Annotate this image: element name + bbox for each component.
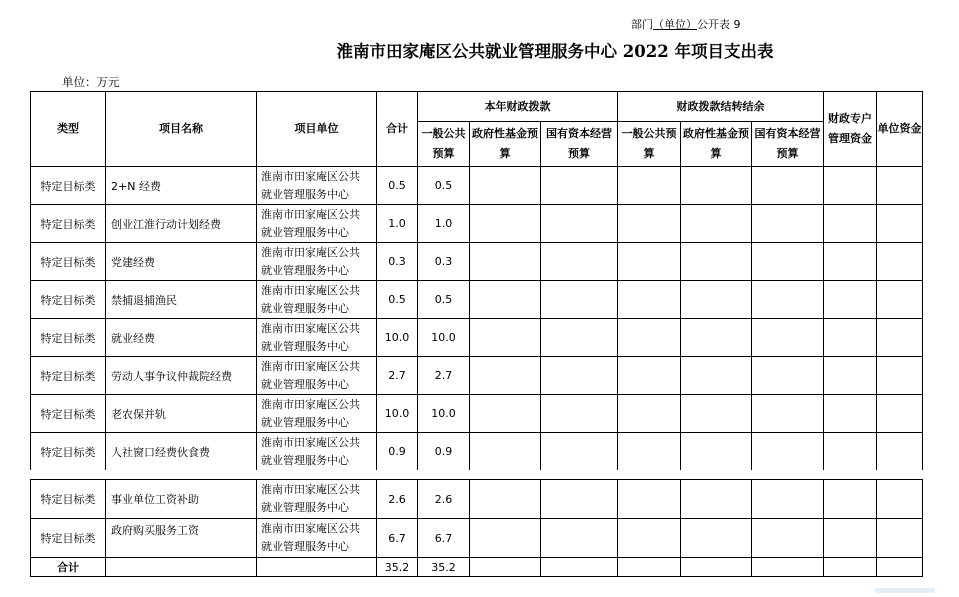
cell-name: 劳动人事争议仲裁院经费 — [106, 357, 257, 395]
cell-org: 淮南市田家庵区公共 就业管理服务中心 — [257, 281, 377, 319]
cell-type: 特定目标类 — [31, 433, 106, 471]
header-carry-general-budget: 一般公共预算 — [618, 122, 681, 167]
form-number: 部门（单位）公开表 9 — [631, 18, 741, 31]
totals-label: 合计 — [31, 558, 106, 577]
cell-type: 特定目标类 — [31, 281, 106, 319]
header-state-capital-budget: 国有资本经营预算 — [541, 122, 618, 167]
table-row — [31, 357, 923, 395]
table-row — [31, 205, 923, 243]
table-row — [31, 519, 923, 558]
cell-org: 淮南市田家庵区公共 就业管理服务中心 — [257, 167, 377, 205]
header-name: 项目名称 — [106, 92, 257, 167]
totals-total: 35.2 — [377, 558, 418, 577]
page-break-gap — [30, 470, 923, 479]
header-carry-state-capital-budget: 国有资本经营预算 — [752, 122, 824, 167]
table-row — [31, 167, 923, 205]
cell-general: 2.6 — [418, 480, 470, 519]
cell-general: 0.5 — [418, 281, 470, 319]
cell-general: 0.3 — [418, 243, 470, 281]
cell-total: 10.0 — [377, 395, 418, 433]
cell-total: 0.3 — [377, 243, 418, 281]
header-general-budget: 一般公共预算 — [418, 122, 470, 167]
cell-org: 淮南市田家庵区公共 就业管理服务中心 — [257, 357, 377, 395]
cell-type: 特定目标类 — [31, 480, 106, 519]
header-carryover: 财政拨款结转结余 — [618, 92, 824, 122]
cell-general: 2.7 — [418, 357, 470, 395]
header-current-year: 本年财政拨款 — [418, 92, 618, 122]
cell-type: 特定目标类 — [31, 357, 106, 395]
cell-name: 人社窗口经费伙食费 — [106, 433, 257, 471]
table-row — [31, 433, 923, 471]
header-special-account: 财政专户管理资金 — [824, 92, 877, 167]
table-row — [31, 281, 923, 319]
cell-name: 就业经费 — [106, 319, 257, 357]
cell-org: 淮南市田家庵区公共 就业管理服务中心 — [257, 319, 377, 357]
cell-total: 0.5 — [377, 281, 418, 319]
cell-general: 0.5 — [418, 167, 470, 205]
cell-name: 党建经费 — [106, 243, 257, 281]
cell-type: 特定目标类 — [31, 519, 106, 558]
cell-general: 0.9 — [418, 433, 470, 471]
cell-type: 特定目标类 — [31, 319, 106, 357]
cell-type: 特定目标类 — [31, 205, 106, 243]
watermark — [875, 588, 935, 593]
header-carry-gov-fund-budget: 政府性基金预算 — [681, 122, 752, 167]
totals-general: 35.2 — [418, 558, 470, 577]
unit-label: 单位：万元 — [62, 75, 120, 89]
cell-org: 淮南市田家庵区公共 就业管理服务中心 — [257, 480, 377, 519]
cell-general: 1.0 — [418, 205, 470, 243]
cell-name: 事业单位工资补助 — [106, 480, 257, 519]
cell-total: 2.7 — [377, 357, 418, 395]
expenditure-table-part1 — [30, 91, 923, 471]
header-total: 合计 — [377, 92, 418, 167]
cell-org: 淮南市田家庵区公共 就业管理服务中心 — [257, 395, 377, 433]
cell-total: 6.7 — [377, 519, 418, 558]
report-title: 淮南市田家庵区公共就业管理服务中心 2022 年项目支出表 — [336, 42, 774, 61]
cell-org: 淮南市田家庵区公共 就业管理服务中心 — [257, 519, 377, 558]
totals-row — [31, 558, 923, 577]
cell-general: 10.0 — [418, 395, 470, 433]
cell-type: 特定目标类 — [31, 395, 106, 433]
header-type: 类型 — [31, 92, 106, 167]
cell-total: 10.0 — [377, 319, 418, 357]
table-row — [31, 395, 923, 433]
header-gov-fund-budget: 政府性基金预算 — [470, 122, 541, 167]
cell-name: 禁捕退捕渔民 — [106, 281, 257, 319]
cell-name: 老农保并轨 — [106, 395, 257, 433]
cell-type: 特定目标类 — [31, 167, 106, 205]
table-row — [31, 243, 923, 281]
cell-name: 2+N 经费 — [106, 167, 257, 205]
cell-org: 淮南市田家庵区公共 就业管理服务中心 — [257, 243, 377, 281]
cell-total: 2.6 — [377, 480, 418, 519]
cell-org: 淮南市田家庵区公共 就业管理服务中心 — [257, 205, 377, 243]
header-unit-funds: 单位资金 — [877, 92, 923, 167]
table-row — [31, 319, 923, 357]
cell-name: 政府购买服务工资 — [106, 519, 257, 558]
cell-total: 0.9 — [377, 433, 418, 471]
cell-total: 1.0 — [377, 205, 418, 243]
expenditure-table-part2 — [30, 479, 923, 577]
cell-general: 6.7 — [418, 519, 470, 558]
cell-name: 创业江淮行动计划经费 — [106, 205, 257, 243]
header-org: 项目单位 — [257, 92, 377, 167]
cell-total: 0.5 — [377, 167, 418, 205]
cell-general: 10.0 — [418, 319, 470, 357]
cell-type: 特定目标类 — [31, 243, 106, 281]
cell-org: 淮南市田家庵区公共 就业管理服务中心 — [257, 433, 377, 471]
table-row — [31, 480, 923, 519]
